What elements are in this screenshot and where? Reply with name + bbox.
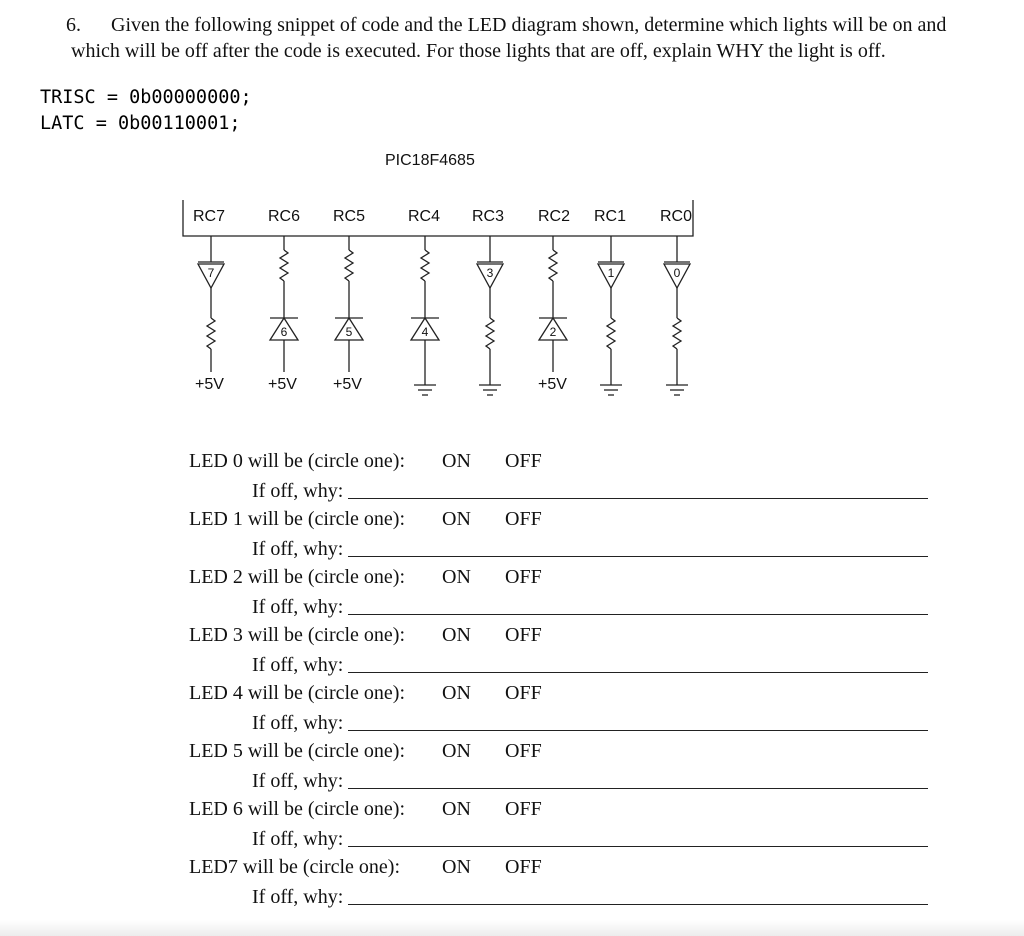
- pin-label-rc3: RC3: [472, 208, 505, 225]
- led-number-4: 4: [421, 325, 429, 339]
- led-4-why-line[interactable]: [348, 730, 928, 731]
- led-3-resistor-icon: [486, 318, 494, 349]
- led-5-why-label: If off, why:: [252, 770, 344, 792]
- supply-label-led5: +5V: [333, 376, 362, 393]
- led-5-branch: [335, 236, 363, 372]
- led-7-on-option[interactable]: ON: [442, 856, 471, 878]
- led-5-resistor-icon: [345, 250, 353, 281]
- led-0-why-label: If off, why:: [252, 480, 344, 502]
- pin-label-rc7: RC7: [193, 208, 226, 225]
- led-0-prompt: LED 0 will be (circle one):: [189, 450, 406, 472]
- led-1-why-line[interactable]: [348, 556, 928, 557]
- led-2-resistor-icon: [549, 250, 557, 281]
- led-2-prompt: LED 2 will be (circle one):: [189, 566, 406, 588]
- led-0-on-option[interactable]: ON: [442, 450, 471, 472]
- led-3-prompt: LED 3 will be (circle one):: [189, 624, 406, 646]
- led-4-why-label: If off, why:: [252, 712, 344, 734]
- led-3-on-option[interactable]: ON: [442, 624, 471, 646]
- led-0-resistor-icon: [673, 318, 681, 349]
- led-5-on-option[interactable]: ON: [442, 740, 471, 762]
- led-6-prompt: LED 6 will be (circle one):: [189, 798, 406, 820]
- code-line-trisc: TRISC = 0b00000000;: [40, 87, 252, 108]
- chip-label: PIC18F4685: [385, 152, 475, 169]
- led-1-off-option[interactable]: OFF: [505, 508, 542, 530]
- chip-outline: [183, 200, 693, 236]
- led-3-branch: [477, 236, 503, 395]
- supply-label-led2: +5V: [538, 376, 567, 393]
- pin-label-rc0: RC0: [660, 208, 693, 225]
- led-2-why-line[interactable]: [348, 614, 928, 615]
- question-text-line-2: which will be off after the code is executed. For those lights that are off, explain WHY the light is off.: [71, 40, 886, 62]
- page-bottom-edge: [0, 920, 1024, 936]
- pin-label-rc6: RC6: [268, 208, 301, 225]
- led-number-7: 7: [207, 266, 215, 280]
- led-2-on-option[interactable]: ON: [442, 566, 471, 588]
- supply-label-led6: +5V: [268, 376, 297, 393]
- led-6-why-line[interactable]: [348, 846, 928, 847]
- led-7-why-line[interactable]: [348, 904, 928, 905]
- led-6-resistor-icon: [280, 250, 288, 281]
- led-7-prompt: LED7 will be (circle one):: [189, 856, 401, 878]
- led-1-on-option[interactable]: ON: [442, 508, 471, 530]
- led-4-on-option[interactable]: ON: [442, 682, 471, 704]
- led-2-off-option[interactable]: OFF: [505, 566, 542, 588]
- led-7-resistor-icon: [207, 318, 215, 349]
- pin-label-rc4: RC4: [408, 208, 441, 225]
- supply-label-led7: +5V: [195, 376, 224, 393]
- led-1-why-label: If off, why:: [252, 538, 344, 560]
- pin-label-rc2: RC2: [538, 208, 571, 225]
- led-6-branch: [270, 236, 298, 372]
- led-1-resistor-icon: [607, 318, 615, 349]
- pin-label-rc5: RC5: [333, 208, 366, 225]
- code-line-latc: LATC = 0b00110001;: [40, 113, 241, 134]
- led-7-off-option[interactable]: OFF: [505, 856, 542, 878]
- question-number: 6.: [66, 14, 81, 36]
- led-1-branch: [598, 236, 624, 395]
- led-4-branch: [411, 236, 439, 395]
- led-3-why-label: If off, why:: [252, 654, 344, 676]
- led-5-off-option[interactable]: OFF: [505, 740, 542, 762]
- led-6-off-option[interactable]: OFF: [505, 798, 542, 820]
- led-0-off-option[interactable]: OFF: [505, 450, 542, 472]
- led-0-branch: [664, 236, 690, 395]
- led-3-why-line[interactable]: [348, 672, 928, 673]
- led-2-branch: [539, 236, 567, 372]
- led-number-5: 5: [345, 325, 353, 339]
- led-0-why-line[interactable]: [348, 498, 928, 499]
- led-2-why-label: If off, why:: [252, 596, 344, 618]
- led-3-off-option[interactable]: OFF: [505, 624, 542, 646]
- led-4-prompt: LED 4 will be (circle one):: [189, 682, 406, 704]
- pin-label-rc1: RC1: [594, 208, 627, 225]
- led-circuit-diagram: [0, 0, 1024, 420]
- led-5-prompt: LED 5 will be (circle one):: [189, 740, 406, 762]
- led-7-branch: [198, 236, 224, 372]
- led-1-prompt: LED 1 will be (circle one):: [189, 508, 406, 530]
- led-5-why-line[interactable]: [348, 788, 928, 789]
- led-number-1: 1: [607, 266, 615, 280]
- led-number-6: 6: [280, 325, 288, 339]
- led-number-2: 2: [549, 325, 557, 339]
- led-6-on-option[interactable]: ON: [442, 798, 471, 820]
- led-7-why-label: If off, why:: [252, 886, 344, 908]
- led-number-3: 3: [486, 266, 494, 280]
- led-6-why-label: If off, why:: [252, 828, 344, 850]
- question-text-line-1: Given the following snippet of code and the LED diagram shown, determine which lights will be on and: [111, 14, 947, 36]
- led-number-0: 0: [673, 266, 681, 280]
- led-4-off-option[interactable]: OFF: [505, 682, 542, 704]
- led-4-resistor-icon: [421, 250, 429, 281]
